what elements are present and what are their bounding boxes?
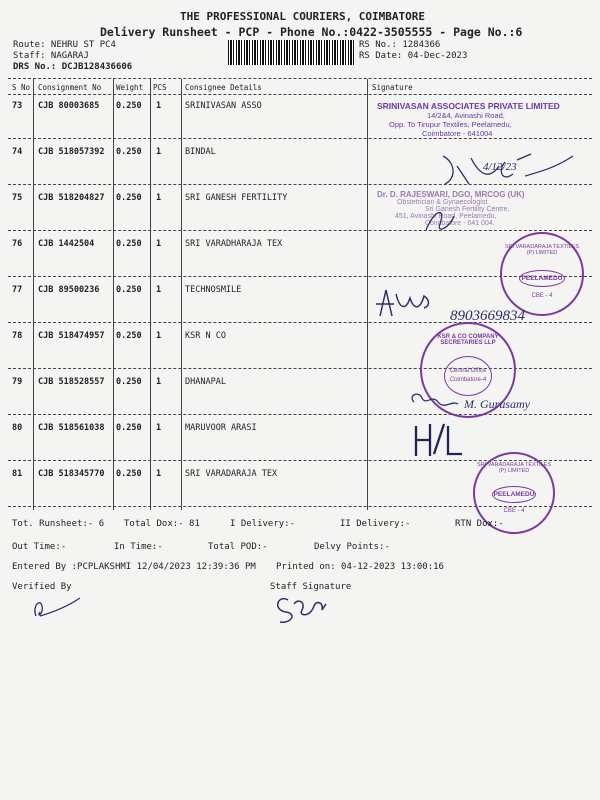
row-sno: 76	[12, 239, 23, 249]
col-header-pcs: PCS	[153, 83, 167, 92]
row-pcs: 1	[156, 377, 162, 387]
row-consignment: CJB 518057392	[38, 147, 105, 157]
stamp-line: Dr. D. RAJESWARI, DGO, MRCOG (UK)	[377, 190, 525, 199]
row-weight: 0.250	[116, 147, 142, 157]
row-consignment: CJB 518474957	[38, 331, 105, 341]
row-sno: 78	[12, 331, 23, 341]
col-divider	[367, 79, 368, 510]
row-consignee: SRI VARADHARAJA TEX	[185, 239, 283, 249]
seal-center-line: Coimbatore-4	[449, 377, 487, 383]
seal-center: PEELAMEDU	[492, 486, 536, 503]
row-consignment: CJB 518561038	[38, 423, 105, 433]
row-weight: 0.250	[116, 377, 142, 387]
row-consignment: CJB 518204827	[38, 193, 105, 203]
row-weight: 0.250	[116, 423, 142, 433]
row-consignee: SRI VARADARAJA TEX	[185, 469, 278, 479]
row-weight: 0.250	[116, 239, 142, 249]
col-divider	[113, 79, 114, 510]
entered-by: Entered By :PCPLAKSHMI 12/04/2023 12:39:36 PM	[12, 562, 256, 572]
row-sno: 77	[12, 285, 23, 295]
row-consignment: CJB 518345770	[38, 469, 105, 479]
verified-signature	[28, 592, 88, 622]
row-weight: 0.250	[116, 331, 142, 341]
row-sno: 79	[12, 377, 23, 387]
out-time: Out Time:-	[12, 542, 67, 552]
verified-by: Verified By	[12, 582, 72, 592]
row-consignee: KSR N CO	[185, 331, 226, 341]
rtn-dox: RTN Dox:-	[455, 519, 504, 529]
seal-outer-text: SRI VARADARAJA TEXTILES (P) LIMITED	[476, 462, 552, 474]
row-pcs: 1	[156, 331, 162, 341]
drs-number: DRS No.: DCJB128436606	[13, 62, 133, 72]
stamp-line: SRINIVASAN ASSOCIATES PRIVATE LIMITED	[377, 101, 560, 111]
ii-delivery: II Delivery:-	[340, 519, 411, 529]
in-time: In Time:-	[114, 542, 163, 552]
technosmile-signature	[372, 282, 600, 326]
row-pcs: 1	[156, 285, 162, 295]
delvy-points: Delvy Points:-	[314, 542, 390, 552]
row-pcs: 1	[156, 469, 162, 479]
fertility-signature	[420, 200, 460, 236]
rs-number: RS No.: 1284366	[359, 40, 441, 50]
row-separator	[8, 230, 592, 231]
company-title: THE PROFESSIONAL COURIERS, COIMBATORE	[180, 10, 426, 23]
srinivasan-company-stamp	[377, 101, 582, 138]
row-pcs: 1	[156, 193, 162, 203]
row-sno: 73	[12, 101, 23, 111]
row-consignee: TECHNOSMILE	[185, 285, 242, 295]
stamp-line: Opp. To Tirupur Textiles, Peelamedu,	[389, 120, 512, 129]
seal-center-line: Central Office	[449, 368, 487, 374]
dhanapal-signature	[400, 384, 600, 420]
row-sno: 75	[12, 193, 23, 203]
table-top-rule	[8, 78, 592, 79]
stamp-line: Sri Ganesh Fertility Centre,	[425, 206, 510, 213]
col-divider	[33, 79, 34, 510]
stamp-line: 14/2&4, Avinashi Road,	[427, 111, 505, 120]
staff-signature-label: Staff Signature	[270, 582, 352, 592]
stamp-line: Coimbatore - 641 004.	[425, 220, 495, 227]
col-header-consignee: Consignee Details	[185, 83, 262, 92]
row-weight: 0.250	[116, 285, 142, 295]
tot-runsheet: Tot. Runsheet:- 6	[12, 519, 105, 529]
row-sno: 74	[12, 147, 23, 157]
row-pcs: 1	[156, 423, 162, 433]
staff-label: Staff: NAGARAJ	[13, 51, 89, 61]
handwritten-phone: 8903669834	[450, 308, 525, 324]
handwritten-name: M. Gurusamy	[464, 397, 530, 411]
total-pod: Total POD:-	[208, 542, 268, 552]
col-header-signature: Signature	[372, 83, 413, 92]
seal-bottom: CBE - 4	[503, 508, 525, 514]
i-delivery: I Delivery:-	[230, 519, 296, 529]
row-consignee: DHANAPAL	[185, 377, 226, 387]
row-pcs: 1	[156, 147, 162, 157]
total-dox: Total Dox:- 81	[124, 519, 200, 529]
stamp-line: 451, Avinashi Road, Peelamedu,	[395, 213, 497, 220]
row-consignment: CJB 518528557	[38, 377, 105, 387]
rs-date: RS Date: 04-Dec-2023	[359, 51, 468, 61]
col-divider	[181, 79, 182, 510]
row-pcs: 1	[156, 101, 162, 111]
col-divider	[150, 79, 151, 510]
runsheet-subtitle: Delivery Runsheet - PCP - Phone No.:0422-3505555 - Page No.:6	[100, 25, 523, 39]
seal-outer-text: KSR & CO COMPANY SECRETARIES LLP	[437, 334, 499, 346]
row-consignment: CJB 89500236	[38, 285, 100, 295]
staff-signature	[270, 586, 340, 626]
row-sno: 81	[12, 469, 23, 479]
row-sno: 80	[12, 423, 23, 433]
col-header-sno: S No	[12, 83, 31, 92]
handwritten-date: 4/12/23	[483, 161, 517, 173]
col-header-weight: Weight	[116, 83, 144, 92]
row-weight: 0.250	[116, 469, 142, 479]
row-consignment: CJB 80003685	[38, 101, 100, 111]
seal-bottom: CBE - 4	[531, 293, 553, 299]
row-weight: 0.250	[116, 101, 142, 111]
row-consignee: SRI GANESH FERTILITY	[185, 193, 288, 203]
row-weight: 0.250	[116, 193, 142, 203]
seal-center: PEELAMEDU	[519, 270, 565, 287]
route-label: Route: NEHRU ST PC4	[13, 40, 116, 50]
bindal-signature	[405, 150, 585, 192]
row-separator	[8, 138, 592, 139]
row-consignee: BINDAL	[185, 147, 216, 157]
row-pcs: 1	[156, 239, 162, 249]
row-consignment: CJB 1442504	[38, 239, 95, 249]
stamp-line: Obstetrician & Gynaecologist	[397, 199, 488, 206]
printed-on: Printed on: 04-12-2023 13:00:16	[276, 562, 444, 572]
table-header-rule	[8, 94, 592, 95]
doctor-stamp	[377, 190, 587, 227]
maruvoor-signature	[404, 420, 468, 460]
barcode	[228, 40, 355, 65]
row-consignee: SRINIVASAN ASSO	[185, 101, 262, 111]
stamp-line: Coimbatore - 641004	[422, 129, 493, 138]
seal-outer-text: SRI VARADARAJA TEXTILES (P) LIMITED	[504, 244, 580, 256]
row-consignee: MARUVOOR ARASI	[185, 423, 257, 433]
col-header-consignment: Consignment No	[38, 83, 102, 92]
